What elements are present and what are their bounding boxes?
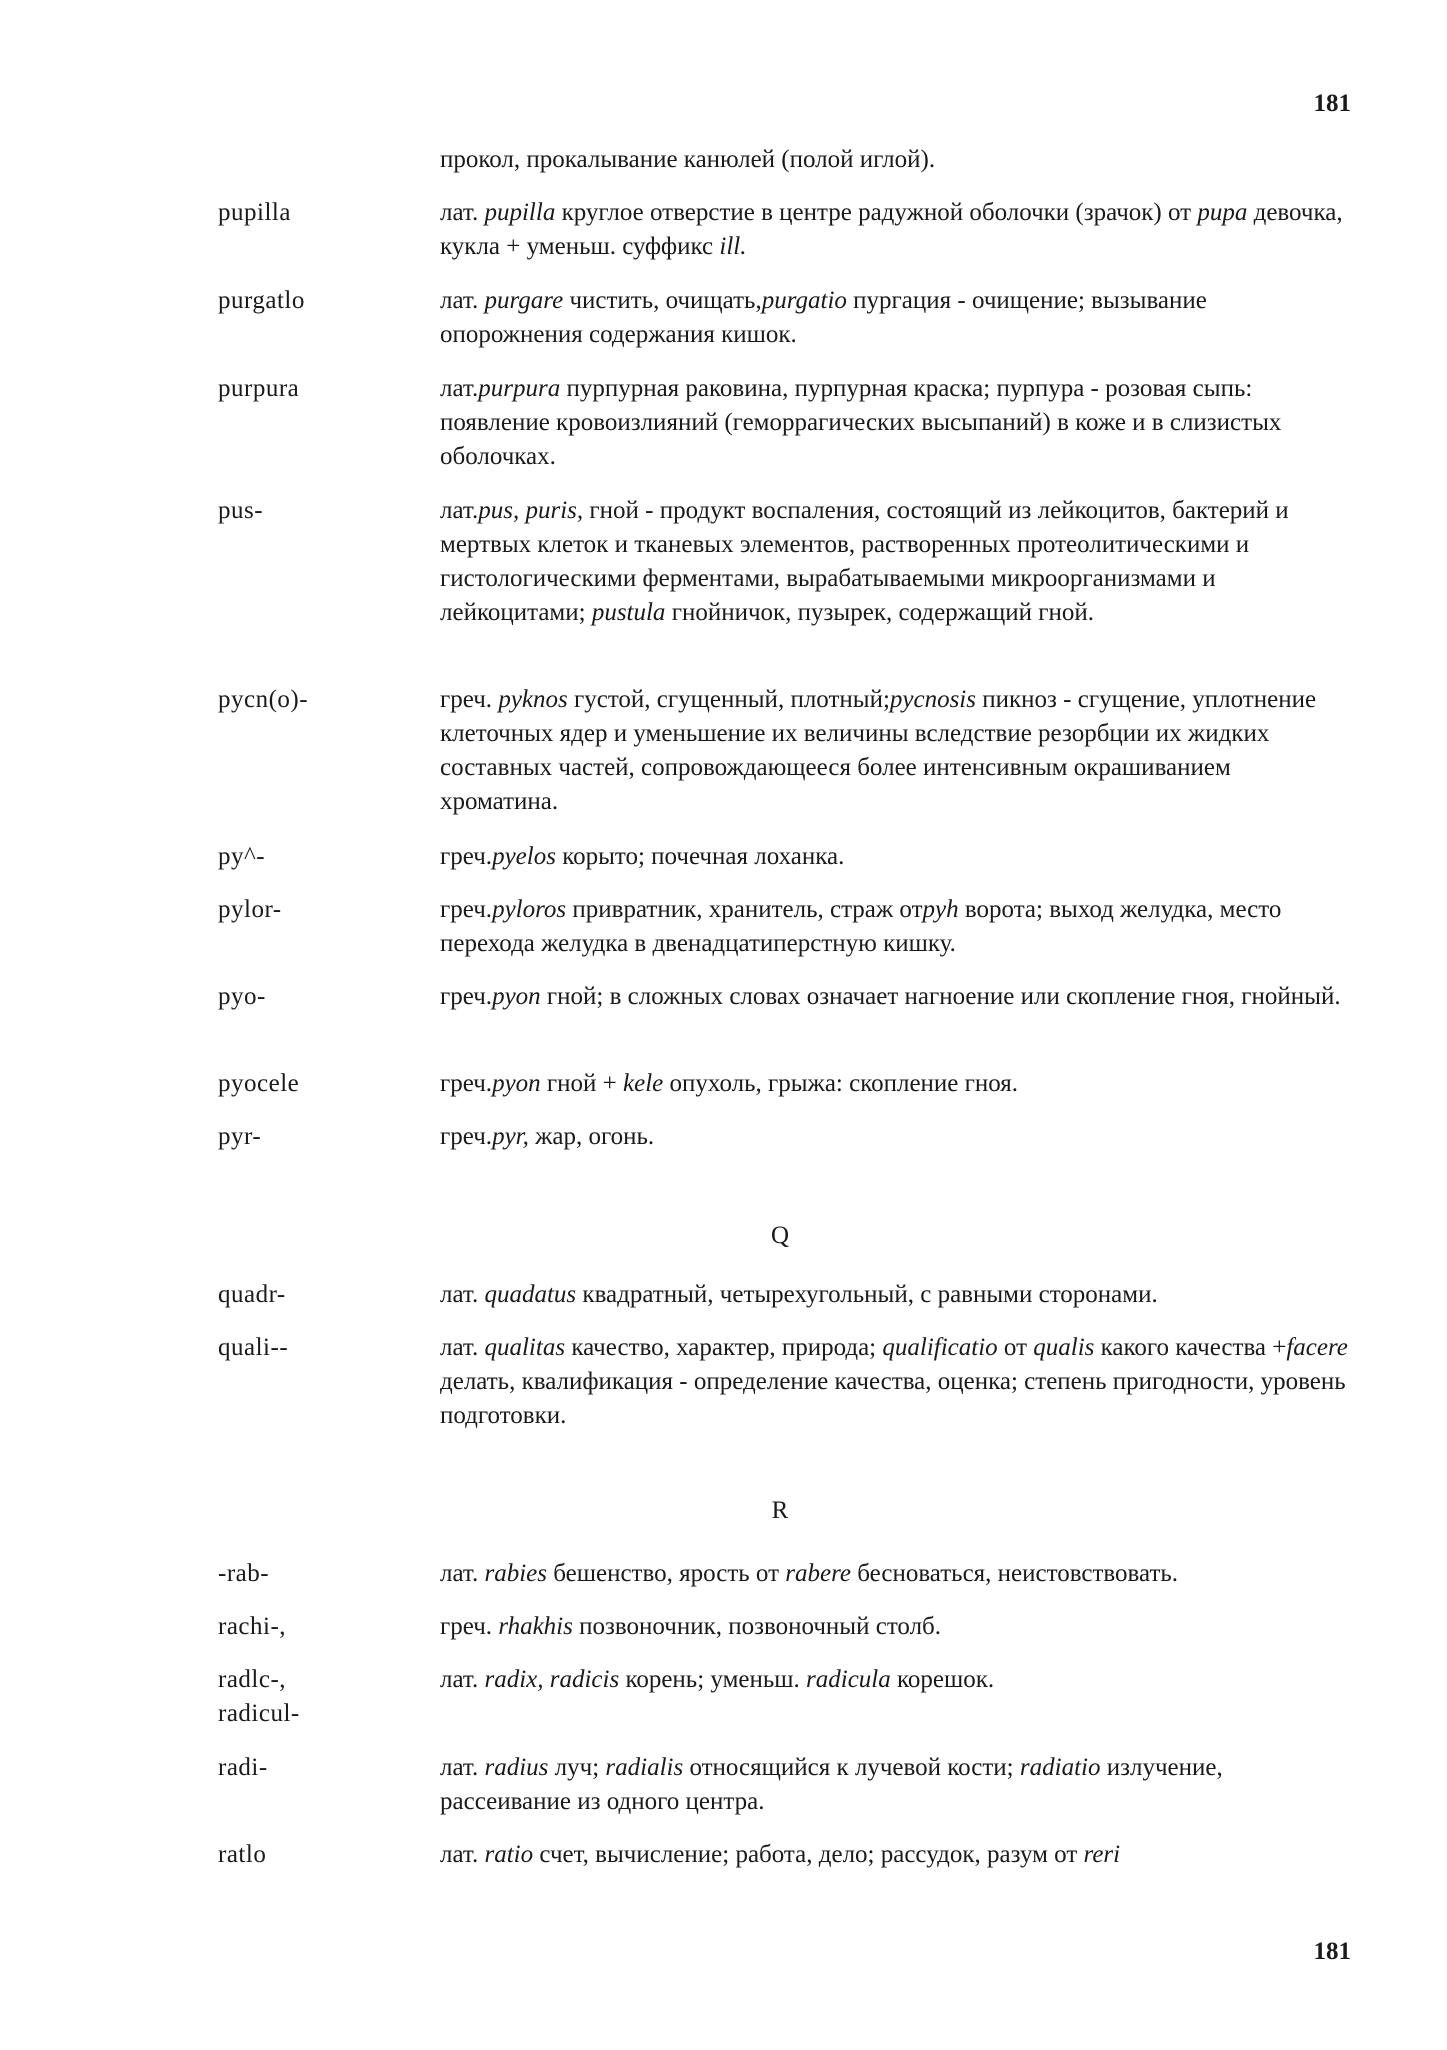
page-number-bottom: 181 bbox=[1313, 1938, 1351, 1965]
term: purgatlo bbox=[218, 287, 305, 314]
definition: лат.purpura пурпурная раковина, пурпурная краска; пурпура - розовая сыпь: появление кровоизлияний (геморрагических высыпаний) в коже и в слизистых оболочках. bbox=[440, 375, 1282, 470]
definition: лат. radix, radicis корень; уменьш. radicula корешок. bbox=[440, 1666, 995, 1693]
definition: лат. ratio счет, вычисление; работа, дело; рассудок, разум от reri bbox=[440, 1841, 1121, 1868]
term: -rab- bbox=[218, 1560, 270, 1587]
section-letter-q: Q bbox=[770, 1222, 790, 1249]
page-number-top: 181 bbox=[1313, 90, 1351, 117]
definition: греч.pyon гной + kele опухоль, грыжа: скопление гноя. bbox=[440, 1070, 1019, 1097]
term: pupilla bbox=[218, 199, 291, 226]
term: pyocele bbox=[218, 1070, 300, 1097]
term: purpura bbox=[218, 375, 300, 402]
section-letter-r: R bbox=[771, 1497, 789, 1524]
definition: греч. pyknos густой, сгущенный, плотный;pycnosis пикноз - сгущение, уплотнение клеточных ядер и уменьшение их величины вследствие резорбции их жидких составных частей, сопровождающееся более интенсивным окрашиванием хроматина. bbox=[440, 686, 1317, 815]
definition: греч. rhakhis позвоночник, позвоночный столб. bbox=[440, 1613, 942, 1640]
term: radi- bbox=[218, 1754, 268, 1781]
term: quadr- bbox=[218, 1281, 286, 1308]
definition: греч.pyelos корыто; почечная лоханка. bbox=[440, 843, 845, 870]
definition: лат. purgare чистить, очищать,purgatio пургация - очищение; вызывание опорожнения содержания кишок. bbox=[440, 287, 1207, 348]
definition: греч.pyloros привратник, хранитель, страж отpyh ворота; выход желудка, место перехода желудка в двенадцатиперстную кишку. bbox=[440, 896, 1282, 957]
term: pylor- bbox=[218, 896, 282, 923]
definition: прокол, прокалывание канюлей (полой иглой). bbox=[440, 146, 936, 173]
definition: лат.pus, puris, гной - продукт воспаления, состоящий из лейкоцитов, бактерий и мертвых клеток и тканевых элементов, растворенных протеолитическими и гистологическими ферментами, вырабатываемыми микроорганизмами и лейкоцитами; pustula гнойничок, пузырек, содержащий гной. bbox=[440, 497, 1289, 626]
definition: греч.pyr, жар, огонь. bbox=[440, 1123, 655, 1150]
term: pycn(o)- bbox=[218, 686, 309, 713]
definition: лат. radius луч; radialis относящийся к лучевой кости; radiatio излучение, рассеивание из одного центра. bbox=[440, 1754, 1223, 1815]
term: rachi-, bbox=[218, 1613, 287, 1640]
definition: греч.pyon гной; в сложных словах означает нагноение или скопление гноя, гнойный. bbox=[440, 983, 1341, 1010]
term: quali-- bbox=[218, 1334, 289, 1361]
term: ratlo bbox=[218, 1841, 267, 1868]
term: py^- bbox=[218, 843, 266, 870]
term: pyo- bbox=[218, 983, 266, 1010]
term: radlc-, radicul- bbox=[218, 1666, 300, 1727]
definition: лат. rabies бешенство, ярость от rabere бесноваться, неистовствовать. bbox=[440, 1560, 1179, 1587]
definition: лат. pupilla круглое отверстие в центре радужной оболочки (зрачок) от pupa девочка, кукла + уменьш. суффикс ill. bbox=[440, 199, 1343, 260]
term: pus- bbox=[218, 497, 264, 524]
definition: лат. qualitas качество, характер, природа; qualificatio от qualis какого качества +facere делать, квалификация - определение качества, оценка; степень пригодности, уровень подготовки. bbox=[440, 1334, 1348, 1429]
term: pyr- bbox=[218, 1123, 262, 1150]
definition: лат. quadatus квадратный, четырехугольный, с равными сторонами. bbox=[440, 1281, 1158, 1308]
